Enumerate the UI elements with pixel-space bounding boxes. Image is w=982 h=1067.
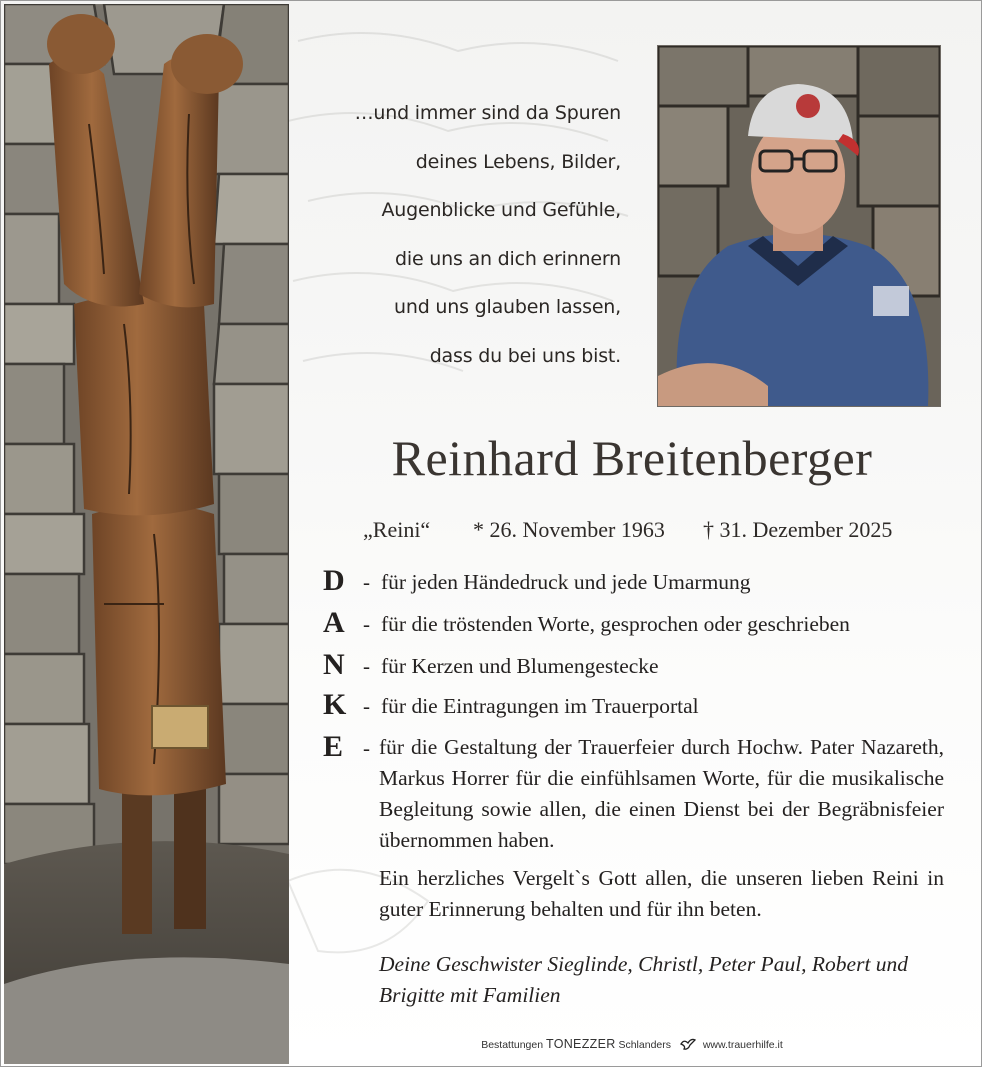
footer-brand: TONEZZER xyxy=(546,1037,616,1051)
poem-line: deines Lebens, Bilder, xyxy=(415,150,621,173)
danke-letter: D xyxy=(323,564,345,597)
danke-text: für die Gestaltung der Trauerfeier durch Hochw. Pater Nazareth, Markus Horrer für die einfühlsamen Worte, für die musikalische Begleitung sowie allen, die einen Dienst bei der Begräbnisfeier übernommen haben. xyxy=(379,735,944,852)
danke-letter: A xyxy=(323,606,345,639)
danke-letter: E xyxy=(323,730,344,763)
portrait-photo xyxy=(657,45,941,407)
poem xyxy=(301,89,621,380)
footer xyxy=(301,1037,963,1054)
dove-icon xyxy=(680,1037,696,1054)
danke-text: für die Eintragungen im Trauerportal xyxy=(381,694,699,718)
danke-dash: - xyxy=(363,612,370,636)
birth-date: * 26. November 1963 xyxy=(473,517,665,542)
poem-line: …und immer sind da Spuren xyxy=(354,102,621,124)
danke-letter: N xyxy=(323,648,345,681)
family-signature: Deine Geschwister Sieglinde, Christl, Peter Paul, Robert und Brigitte mit Familien xyxy=(379,952,909,1007)
danke-dash: - xyxy=(363,694,370,718)
death-date: † 31. Dezember 2025 xyxy=(703,517,893,542)
poem-line: Augenblicke und Gefühle, xyxy=(381,199,621,221)
poem-line: die uns an dich erinnern xyxy=(395,247,621,270)
deceased-name: Reinhard Breitenberger xyxy=(391,430,873,486)
danke-dash: - xyxy=(363,570,370,594)
danke-dash: - xyxy=(363,736,370,760)
footer-url[interactable]: www.trauerhilfe.it xyxy=(702,1039,783,1051)
sculpture-photo xyxy=(4,4,289,1064)
nickname: „Reini“ xyxy=(363,517,431,542)
thanks-text: Ein herzliches Vergelt`s Gott allen, die unseren lieben Reini in guter Erinnerung behalten und für ihn beten. xyxy=(379,866,944,921)
footer-place: Schlanders xyxy=(618,1039,671,1051)
danke-text: für Kerzen und Blumengestecke xyxy=(381,654,659,678)
danke-text: für die tröstenden Worte, gesprochen oder geschrieben xyxy=(381,612,850,636)
footer-prefix: Bestattungen xyxy=(481,1039,544,1051)
danke-letter: K xyxy=(323,688,347,721)
poem-line: dass du bei uns bist. xyxy=(429,344,621,367)
life-dates xyxy=(363,517,923,543)
danke-text: für jeden Händedruck und jede Umarmung xyxy=(381,570,751,594)
poem-line: und uns glauben lassen, xyxy=(394,296,621,318)
danke-dash: - xyxy=(363,654,370,678)
